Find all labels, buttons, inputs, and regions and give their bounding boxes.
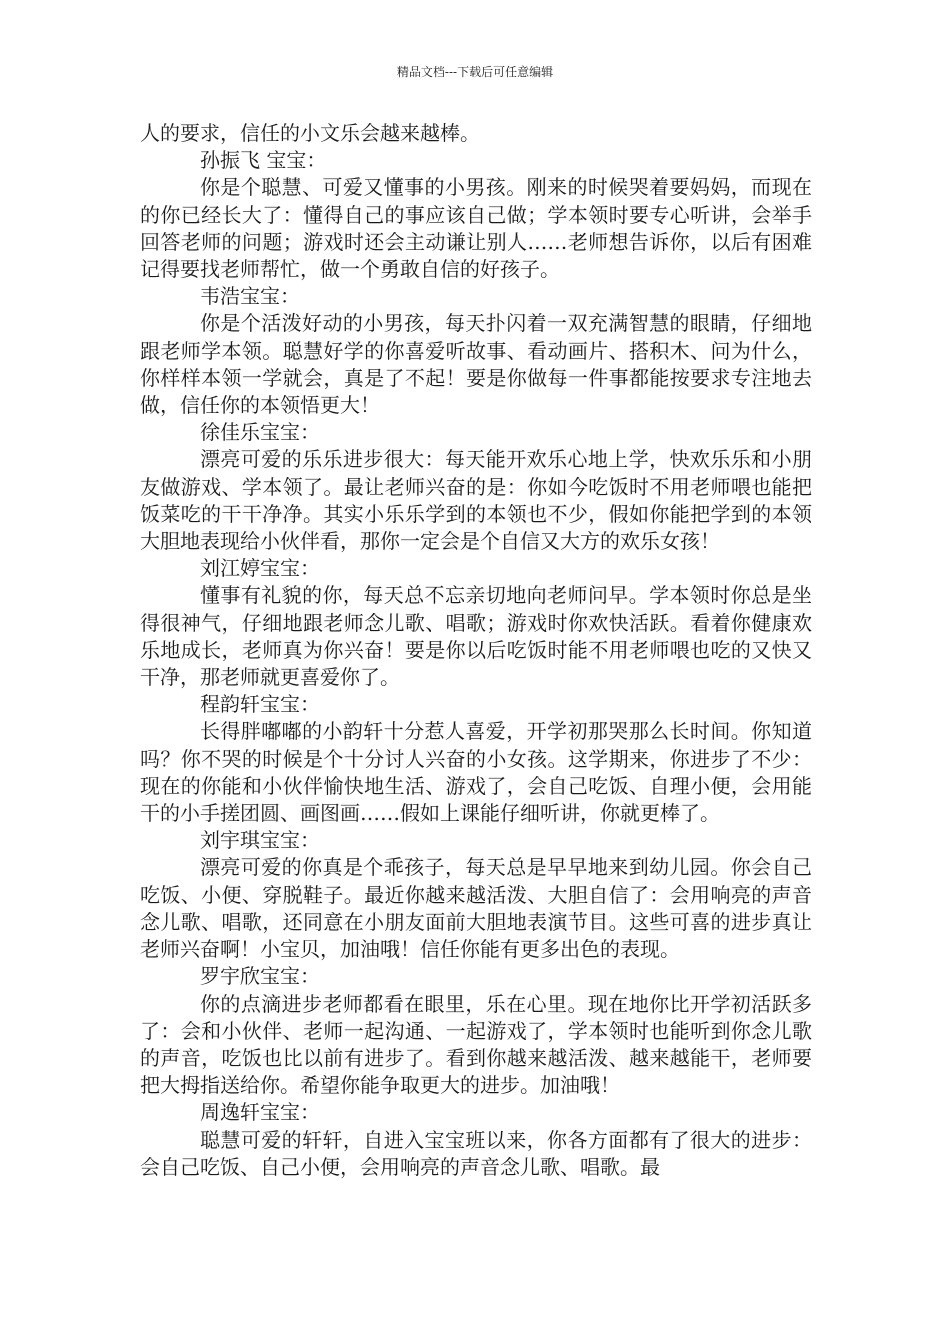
child-comment-6: 漂亮可爱的你真是个乖孩子，每天总是早早地来到幼儿园。你会自己吃饭、小便、穿脱鞋子。最近你越来越活泼、大胆自信了：会用响亮的声音念儿歌、唱歌，还同意在小朋友面前大胆地表演节目。这些可喜的进步真让老师兴奋啊！小宝贝，加油哦！信任你能有更多出色的表现。 xyxy=(140,855,812,962)
child-comment-4: 懂事有礼貌的你，每天总不忘亲切地向老师问早。学本领时你总是坐得很神气，仔细地跟老师念儿歌、唱歌；游戏时你欢快活跃。看着你健康欢乐地成长，老师真为你兴奋！要是你以后吃饭时能不用老师喂也吃的又快又干净，那老师就更喜爱你了。 xyxy=(140,583,812,690)
child-comment-1: 你是个聪慧、可爱又懂事的小男孩。刚来的时候哭着要妈妈，而现在的你已经长大了：懂得自己的事应该自己做；学本领时要专心听讲，会举手回答老师的问题；游戏时还会主动谦让别人……老师想告诉你，以后有困难记得要找老师帮忙，做一个勇敢自信的好孩子。 xyxy=(140,175,812,282)
child-comment-8: 聪慧可爱的轩轩，自进入宝宝班以来，你各方面都有了很大的进步：会自己吃饭、自己小便，会用响亮的声音念儿歌、唱歌。最 xyxy=(140,1127,812,1179)
page-header: 精品文档---下载后可任意编辑 xyxy=(396,65,554,79)
document-body xyxy=(140,120,812,1181)
child-name-4: 刘江婷宝宝： xyxy=(200,556,320,581)
child-name-7: 罗宇欣宝宝： xyxy=(200,964,320,989)
child-name-5: 程韵轩宝宝： xyxy=(200,692,320,717)
child-name-8: 周逸轩宝宝： xyxy=(200,1100,320,1125)
child-comment-3: 漂亮可爱的乐乐进步很大：每天能开欢乐心地上学，快欢乐乐和小朋友做游戏、学本领了。最让老师兴奋的是：你如今吃饭时不用老师喂也能把饭菜吃的干干净净。其实小乐乐学到的本领也不少，假如你能把学到的本领大胆地表现给小伙伴看，那你一定会是个自信又大方的欢乐女孩！ xyxy=(140,447,812,554)
child-name-2: 韦浩宝宝： xyxy=(200,284,300,309)
child-comment-7: 你的点滴进步老师都看在眼里，乐在心里。现在地你比开学初活跃多了：会和小伙伴、老师一起沟通、一起游戏了，学本领时也能听到你念儿歌的声音，吃饭也比以前有进步了。看到你越来越活泼、越来越能干，老师要把大拇指送给你。希望你能争取更大的进步。加油哦！ xyxy=(140,991,812,1098)
child-comment-5: 长得胖嘟嘟的小韵轩十分惹人喜爱，开学初那哭那么长时间。你知道吗？你不哭的时候是个十分讨人兴奋的小女孩。这学期来，你进步了不少：现在的你能和小伙伴愉快地生活、游戏了，会自己吃饭、自理小便，会用能干的小手搓团圆、画图画……假如上课能仔细听讲，你就更棒了。 xyxy=(140,719,812,826)
child-comment-2: 你是个活泼好动的小男孩，每天扑闪着一双充满智慧的眼睛，仔细地跟老师学本领。聪慧好学的你喜爱听故事、看动画片、搭积木、问为什么，你样样本领一学就会，真是了不起！要是你做每一件事都能按要求专注地去做，信任你的本领悟更大！ xyxy=(140,311,812,418)
child-name-1: 孙振飞 宝宝： xyxy=(200,148,327,173)
intro-paragraph: 人的要求，信任的小文乐会越来越棒。 xyxy=(140,121,480,145)
child-name-6: 刘宇琪宝宝： xyxy=(200,828,320,853)
child-name-3: 徐佳乐宝宝： xyxy=(200,420,320,445)
